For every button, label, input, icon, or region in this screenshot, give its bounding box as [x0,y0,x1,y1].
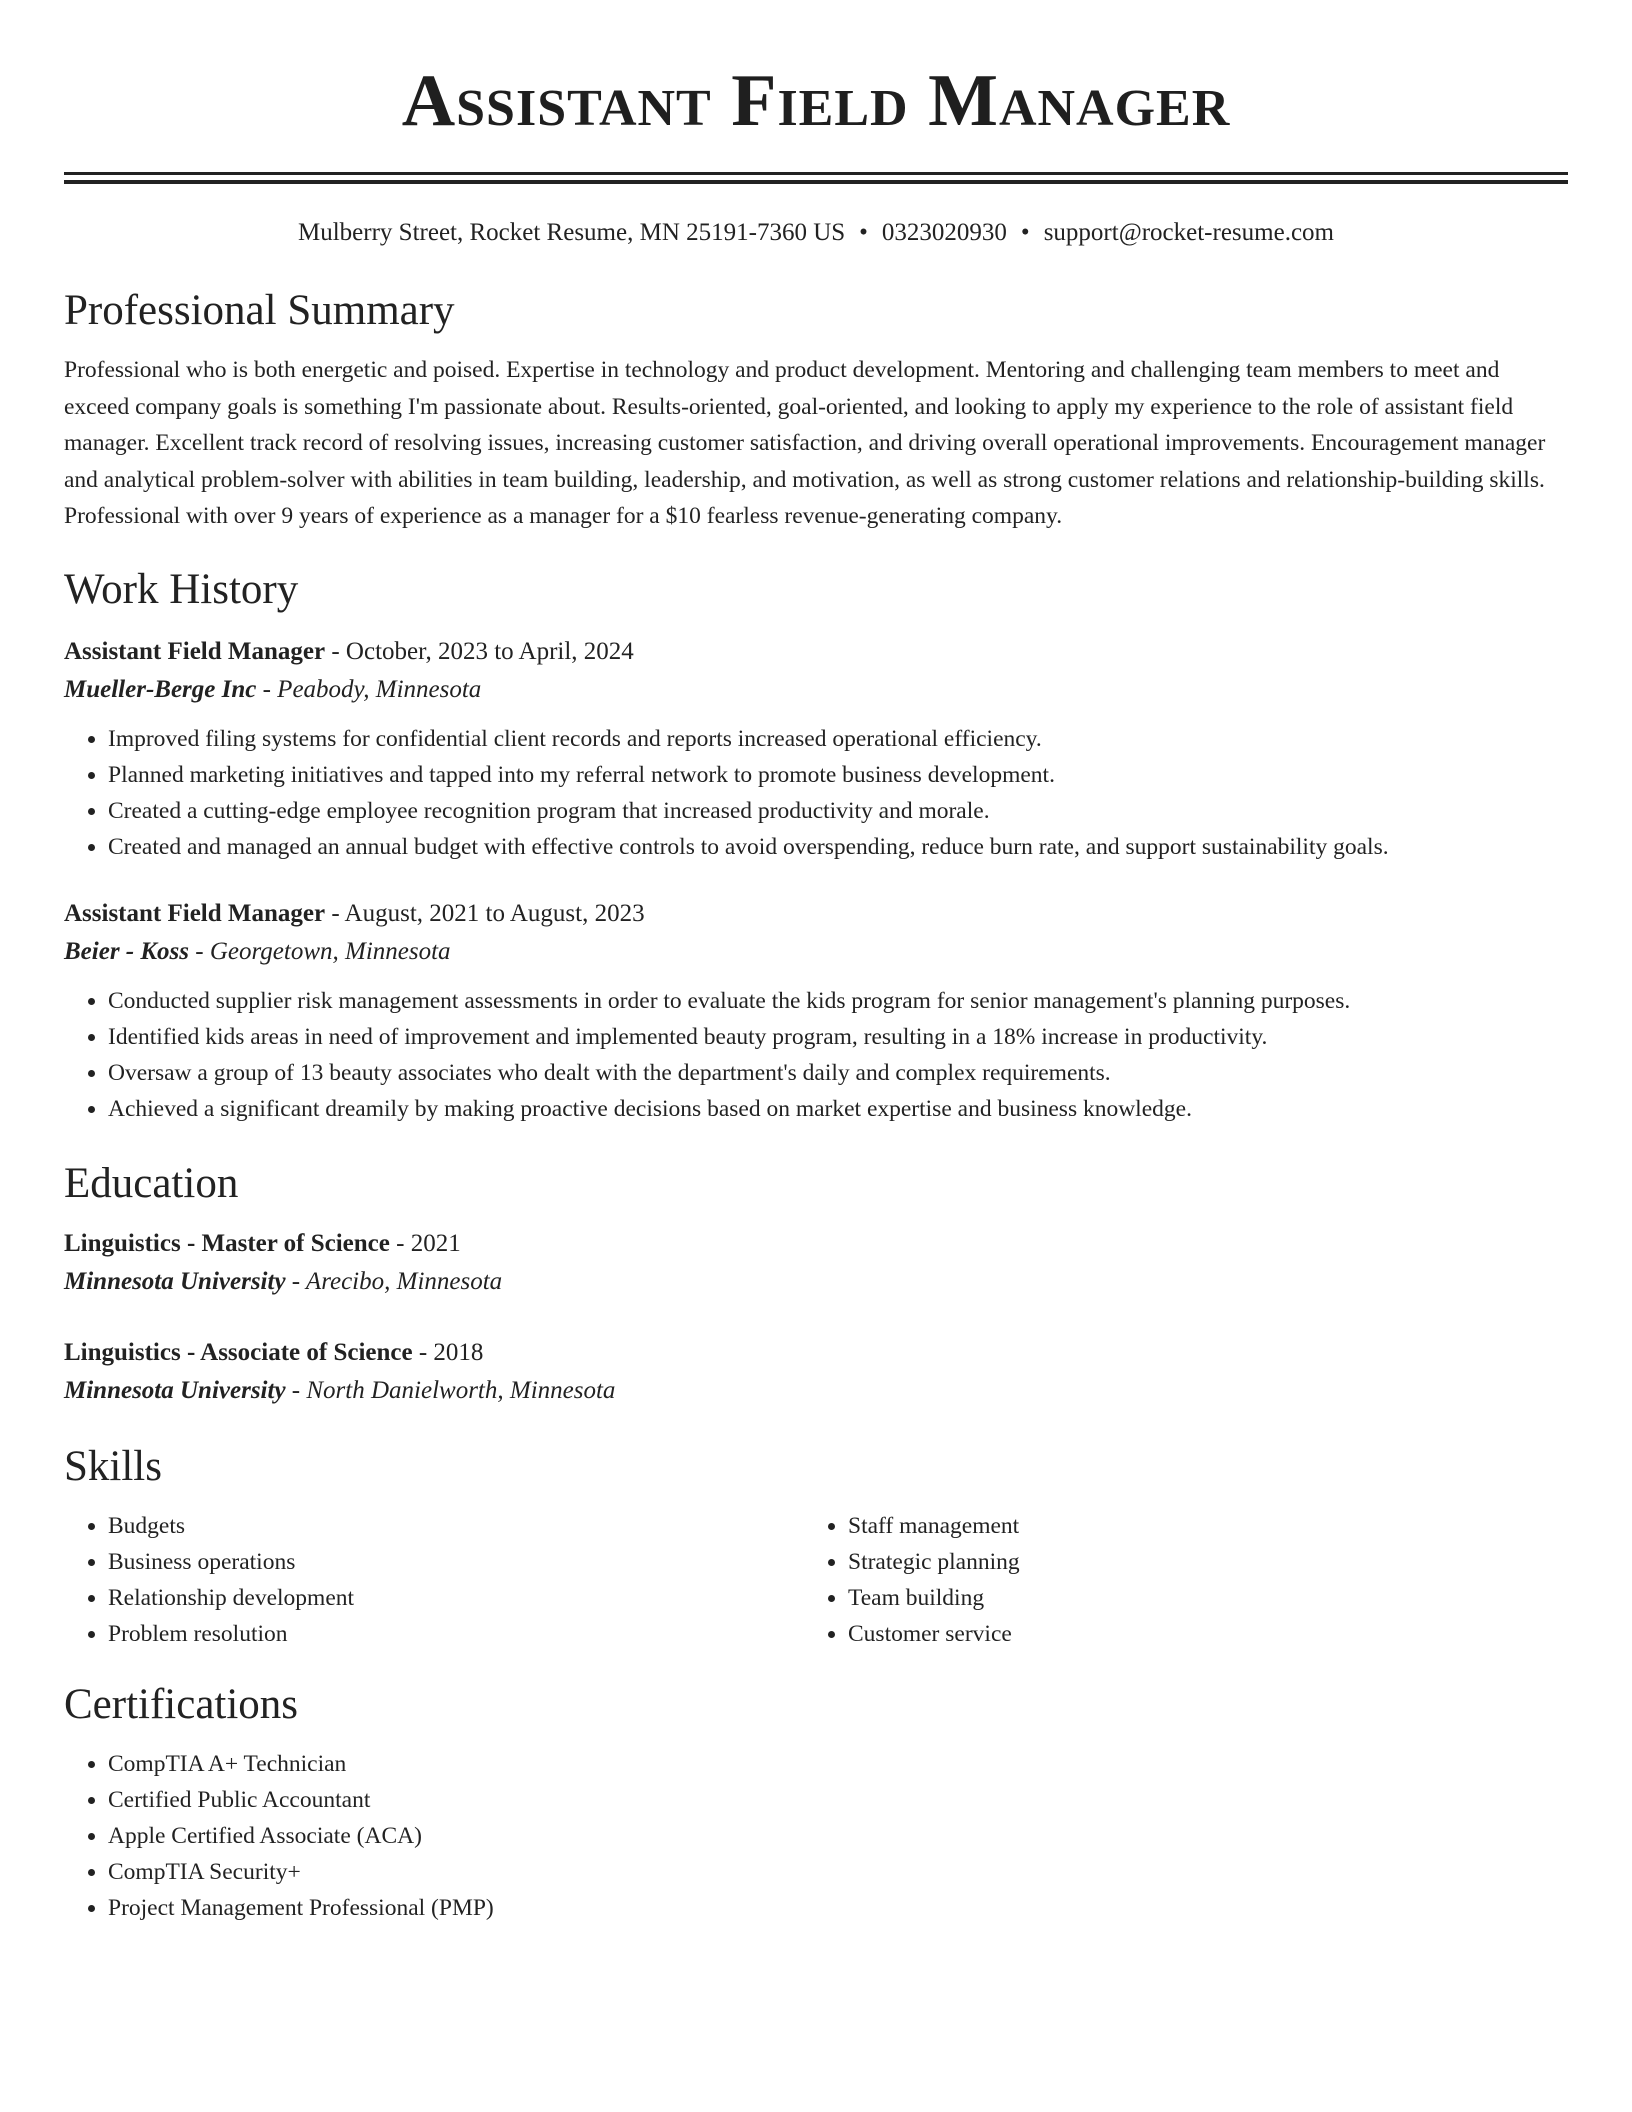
certification-item: • Project Management Professional (PMP) [108,1890,1568,1926]
list-item: • Achieved a significant dreamily by making proactive decisions based on market expertise and business knowledge. [108,1091,1568,1127]
list-item: • Improved filing systems for confidential client records and reports increased operational efficiency. [108,721,1568,757]
contact-email[interactable]: support@rocket-resume.com [1043,219,1334,246]
contact-phone: 0323020930 [881,219,1007,246]
certification-item: • CompTIA Security+ [108,1854,1568,1890]
list-item: • Identified kids areas in need of improvement and implemented beauty program, resulting in a 18% increase in productivity. [108,1019,1568,1055]
job-entry [64,633,1568,865]
education-school-line [64,1263,1568,1301]
contact-address: Mulberry Street, Rocket Resume, MN 25191-7360 US [298,219,846,246]
job-company-line [64,933,1568,971]
skill-item: • Relationship development [108,1580,804,1616]
certification-item: • Certified Public Accountant [108,1782,1568,1818]
education-degree-line [64,1225,1568,1263]
certification-item: • Apple Certified Associate (ACA) [108,1818,1568,1854]
section-title-work-history: Work History [64,565,299,613]
list-item: • Created and managed an annual budget with effective controls to avoid overspending, reduce burn rate, and support sustainability goals. [108,829,1568,865]
job-bullets [64,983,1568,1127]
job-header [64,633,1568,671]
education-degree: Linguistics - Associate of Science [64,1338,413,1366]
skills-column-right [804,1508,1544,1652]
education-school: Minnesota University [64,1376,286,1404]
skill-item: • Team building [848,1580,1544,1616]
education-school-line [64,1372,1568,1410]
education-degree-line [64,1334,1568,1372]
skills-grid [64,1508,1568,1652]
education-entry [64,1334,1568,1410]
section-title-education: Education [64,1159,239,1207]
contact-separator: • [1020,219,1030,246]
education-school: Minnesota University [64,1267,286,1295]
job-role: Assistant Field Manager [64,637,326,665]
job-company-line [64,671,1568,709]
job-company: Beier - Koss [64,937,189,965]
resume-name: Assistant Field Manager [401,60,1231,142]
skill-item: • Strategic planning [848,1544,1544,1580]
certification-item: • CompTIA A+ Technician [108,1746,1568,1782]
education-location: - North Danielworth, Minnesota [285,1376,616,1404]
contact-separator: • [859,219,868,246]
summary-text: Professional who is both energetic and poised. Expertise in technology and product development. Mentoring and challenging team members to meet and exceed company goals is something I'm passionate about. Results-oriented, goal-oriented, and looking to apply my experience to the role of assistant field manager. Excellent track record of resolving issues, increasing customer satisfaction, and driving overall operational improvements. Encouragement manager and analytical problem-solver with abilities in team building, leadership, and motivation, as well as strong customer relations and relationship-building skills. Professional with over 9 years of experience as a manager for a $10 fearless revenue-generating company. [64,357,1546,529]
contact-line [64,216,1568,250]
job-entry [64,895,1568,1127]
list-item: • Created a cutting-edge employee recognition program that increased productivity and morale. [108,793,1568,829]
header-divider [64,172,1568,184]
job-role: Assistant Field Manager [64,899,326,927]
job-dates: - October, 2023 to April, 2024 [325,637,634,665]
skills-column-left [64,1508,804,1652]
skill-item: • Business operations [108,1544,804,1580]
section-title-skills: Skills [64,1442,162,1490]
list-item: • Oversaw a group of 13 beauty associates who dealt with the department's daily and complex requirements. [108,1055,1568,1091]
list-item: • Planned marketing initiatives and tapped into my referral network to promote business development. [108,757,1568,793]
skill-item: • Problem resolution [108,1616,804,1652]
skill-item: • Budgets [108,1508,804,1544]
education-degree: Linguistics - Master of Science [64,1229,390,1257]
education-entry [64,1225,1568,1301]
section-title-summary: Professional Summary [64,287,455,334]
job-dates: - August, 2021 to August, 2023 [325,899,645,927]
education-year: - 2018 [412,1338,484,1366]
skill-item: • Customer service [848,1616,1544,1652]
job-header [64,895,1568,933]
section-title-certifications: Certifications [64,1680,299,1728]
job-bullets [64,721,1568,865]
job-location: - Georgetown, Minnesota [189,937,451,965]
job-location: - Peabody, Minnesota [256,675,482,703]
skill-item: • Staff management [848,1508,1544,1544]
education-location: - Arecibo, Minnesota [285,1267,503,1295]
certifications-list [64,1746,1568,1926]
job-company: Mueller-Berge Inc [64,675,257,703]
education-year: - 2021 [389,1229,461,1257]
list-item: • Conducted supplier risk management assessments in order to evaluate the kids program for senior management's planning purposes. [108,983,1568,1019]
